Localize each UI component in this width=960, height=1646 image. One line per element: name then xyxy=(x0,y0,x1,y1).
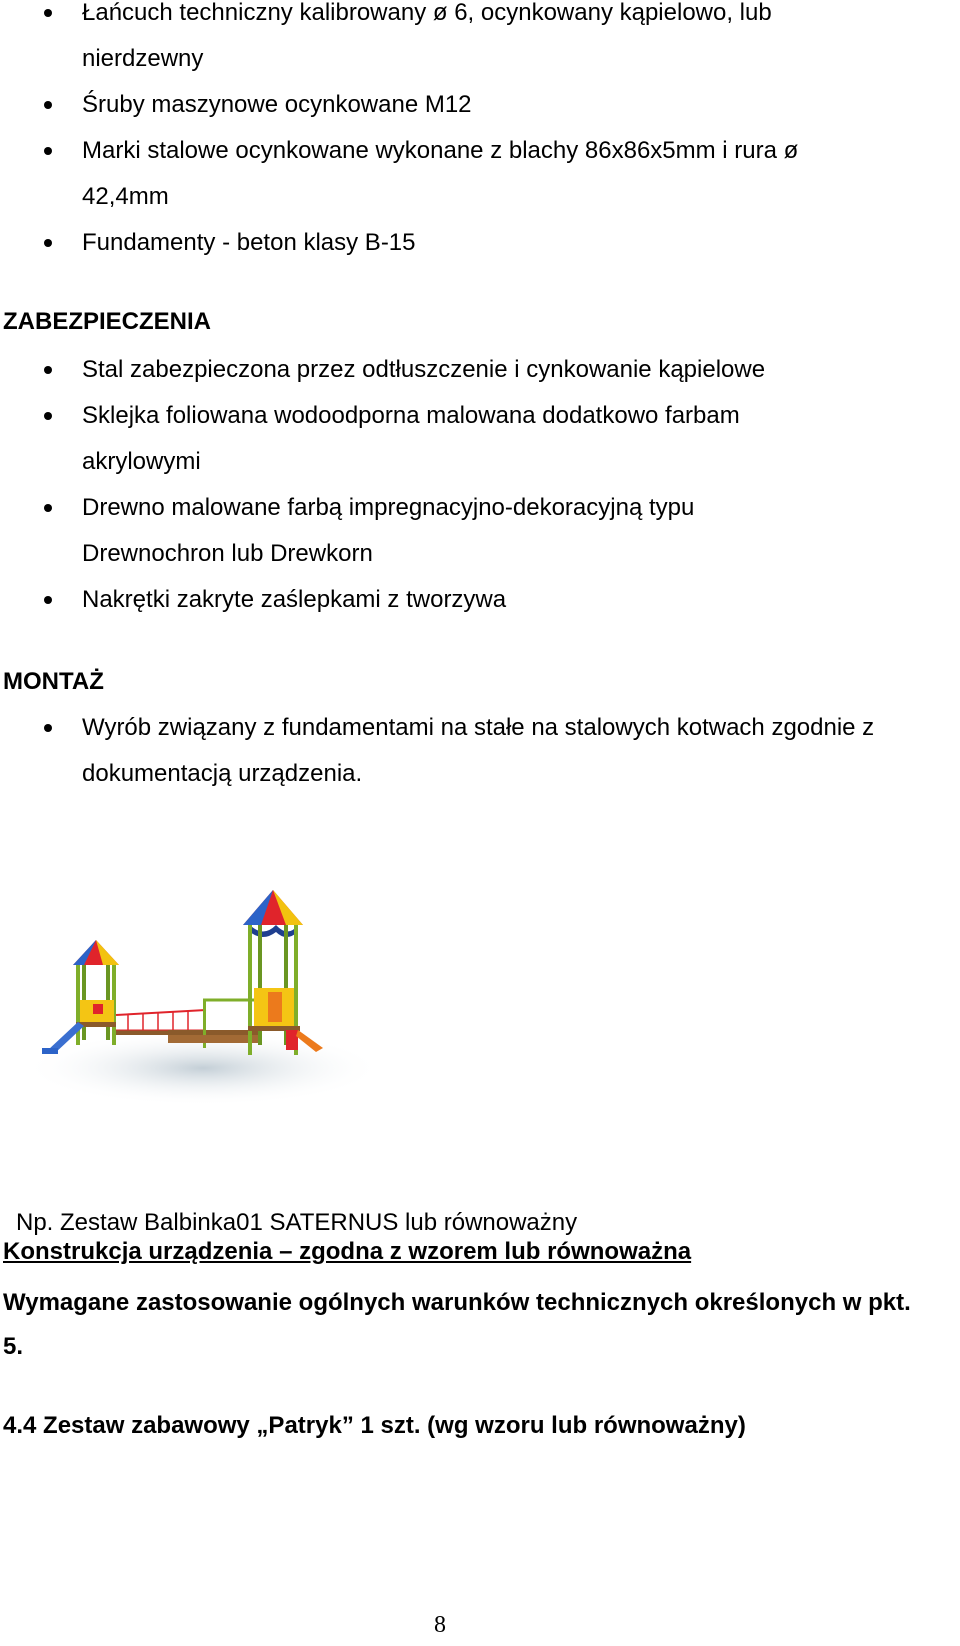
bullet-icon xyxy=(44,9,52,17)
list-item-text: Marki stalowe ocynkowane wykonane z blachy 86x86x5mm i rura ø 42,4mm xyxy=(82,137,799,210)
bullet-icon xyxy=(44,412,52,420)
list-item xyxy=(0,705,960,797)
list-item-text: Drewno malowane farbą impregnacyjno-dekoracyjną typu Drewnochron lub Drewkorn xyxy=(82,494,695,567)
section-title: 4.4 Zestaw zabawowy „Patryk” 1 szt. (wg wzoru lub równoważny) xyxy=(3,1412,746,1439)
construction-note: Konstrukcja urządzenia – zgodna z wzorem lub równoważna xyxy=(3,1238,692,1265)
list-item-text: Fundamenty - beton klasy B-15 xyxy=(82,229,416,256)
requirement-note: Wymagane zastosowanie ogólnych warunków technicznych określonych w pkt. 5. xyxy=(3,1289,911,1360)
beam-section xyxy=(168,1000,258,1048)
assembly-list xyxy=(0,705,960,797)
section-heading-assembly: MONTAŻ xyxy=(3,668,104,695)
right-tower xyxy=(243,890,323,1055)
bullet-icon xyxy=(44,504,52,512)
protection-list xyxy=(0,347,960,623)
list-item-text: Sklejka foliowana wodoodporna malowana dodatkowo farbam akrylowymi xyxy=(82,402,740,475)
bullet-icon xyxy=(44,101,52,109)
page-number: 8 xyxy=(434,1612,446,1638)
list-item xyxy=(0,0,960,82)
bullet-icon xyxy=(44,596,52,604)
list-item xyxy=(0,82,960,128)
section-heading-protection: ZABEZPIECZENIA xyxy=(3,308,212,335)
list-item xyxy=(0,393,960,485)
image-caption: Np. Zestaw Balbinka01 SATERNUS lub równoważny xyxy=(16,1209,578,1236)
list-item xyxy=(0,485,960,577)
list-item-text: Stal zabezpieczona przez odtłuszczenie i cynkowanie kąpielowe xyxy=(82,356,766,383)
bullet-icon xyxy=(44,724,52,732)
list-item-text: Śruby maszynowe ocynkowane M12 xyxy=(82,91,472,118)
list-item-text: Łańcuch techniczny kalibrowany ø 6, ocynkowany kąpielowo, lub nierdzewny xyxy=(82,0,772,72)
list-item xyxy=(0,220,960,266)
playground-set-image xyxy=(18,880,388,1150)
bullet-icon xyxy=(44,239,52,247)
list-item-text: Wyrób związany z fundamentami na stałe na stalowych kotwach zgodnie z dokumentacją urządzenia. xyxy=(82,714,875,787)
bullet-icon xyxy=(44,366,52,374)
materials-list xyxy=(0,0,960,266)
list-item xyxy=(0,577,960,623)
list-item-text: Nakrętki zakryte zaślepkami z tworzywa xyxy=(82,586,507,613)
list-item xyxy=(0,128,960,220)
list-item xyxy=(0,347,960,393)
bullet-icon xyxy=(44,147,52,155)
